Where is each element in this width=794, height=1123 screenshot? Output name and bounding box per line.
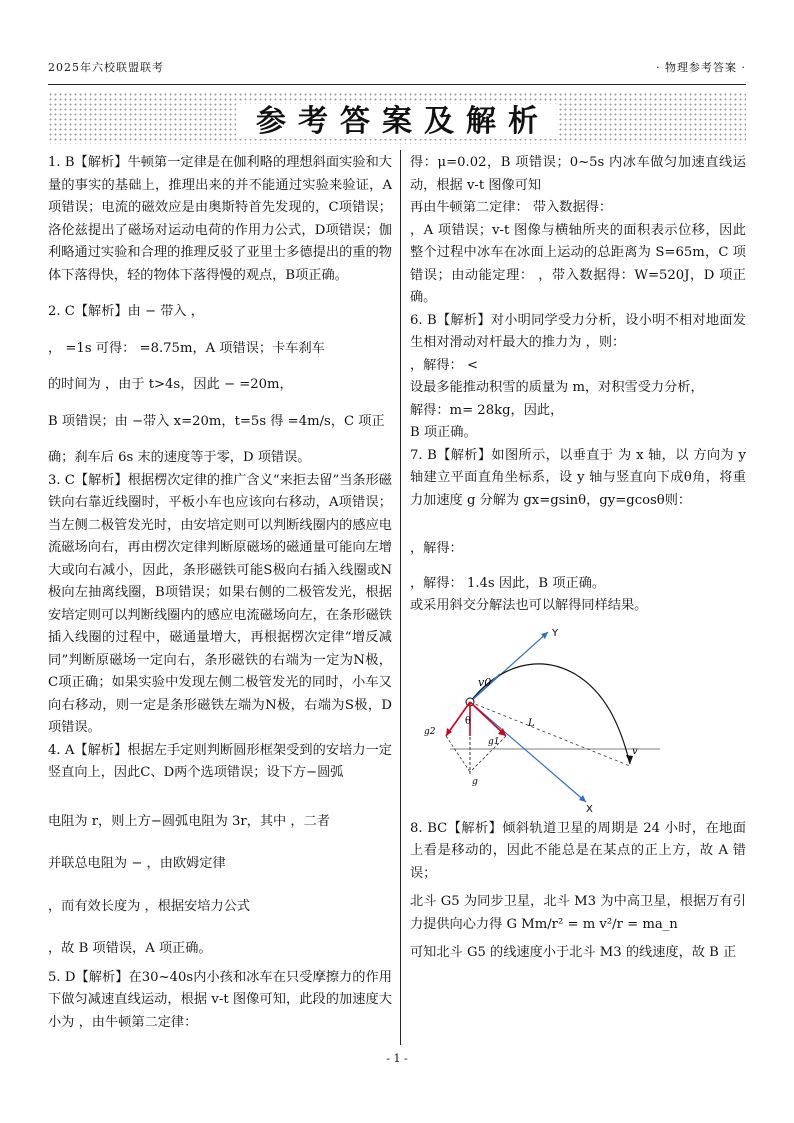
answer-6-line-4: 解得：m= 28kg，因此， [410, 402, 564, 418]
answer-2-line-3: 的时间为 ，由于 t>4s，因此 − =20m， [48, 377, 293, 392]
label-v: v [632, 745, 638, 757]
answer-6-line-2: ，解得： < [410, 357, 478, 373]
right-column [410, 152, 746, 965]
left-column [48, 152, 392, 1034]
answer-4-line-3: 并联总电阻为 − ，由欧姆定律 [48, 856, 226, 871]
answer-8-line-3: 可知北斗 G5 的线速度小于北斗 M3 的线速度，故 B 正 [410, 945, 737, 960]
page-number: - 1 - [386, 1052, 408, 1065]
answer-7-line-4: 或采用斜交分解法也可以解得同样结果。 [410, 598, 648, 613]
x-axis [470, 702, 586, 802]
answer-5-cont-1: 得：μ=0.02，B 项错误；0~5s 内冰车做匀加速直线运动，根据 v-t 图像可知 [410, 155, 746, 193]
answer-2-line-5: 确；刹车后 6s 末的速度等于零，D 项错误。 [48, 450, 311, 465]
incline-line [470, 702, 630, 766]
answer-1: 1. B【解析】牛顿第一定律是在伽利略的理想斜面实验和大量的事实的基础上，推理出来的并不能通过实验来验证，A项错误；电流的磁效应是由奥斯特首先发现的，C项错误；洛伦兹提出了磁场对运动电荷的作用力公式，D项错误；伽利略通过实验和合理的推理反驳了亚里士多德提出的重的物体下落得快，轻的物体下落得慢的观点，B项正确。 [48, 155, 392, 283]
answer-6-line-3: 设最多能推动积雪的质量为 m，对积雪受力分析， [410, 380, 704, 395]
answer-7-line-2: ，解得： [410, 541, 463, 556]
answer-2-line-4: B 项错误；由 −带入 x=20m，t=5s 得 =4m/s，C 项正 [48, 413, 385, 429]
answer-7-line-3: ，解得： 1.4s 因此，B 项正确。 [410, 575, 606, 591]
answer-5: 5. D【解析】在30~40s内小孩和冰车在只受摩擦力的作用下做匀减速直线运动，根据 v-t 图像可知，此段的加速度大小为 ，由牛顿第二定律： [48, 969, 392, 1030]
answer-5-cont-2: 再由牛顿第二定律： 带入数据得： [410, 200, 613, 215]
answer-4-line-5: ，故 B 项错误，A 项正确。 [48, 941, 212, 956]
answer-8-line-2: 北斗 G5 为同步卫星，北斗 M3 为中高卫星，根据万有引力提供向心力得 G Mm/r² = m v²/r = ma_n [410, 894, 746, 932]
answer-7-line-1: 7. B【解析】如图所示，以垂直于 为 x 轴，以 方向为 y 轴建立平面直角坐标系，设 y 轴与竖直向下成θ角，将重力加速度 g 分解为 gx=gsinθ，gy=gcosθ则： [410, 447, 746, 508]
answer-4-line-2: 电阻为 r，则上方−圆弧电阻为 3r，其中 ，二者 [48, 813, 330, 829]
answer-4-line-4: ，而有效长度为 ，根据安培力公式 [48, 898, 251, 914]
answer-6-line-1: 6. B【解析】对小明同学受力分析，设小明不相对地面发生相对滑动对杆最大的推力为 ，则： [410, 312, 746, 350]
answer-2-line-1: 2. C【解析】由 − 带入 ， [48, 304, 204, 319]
header-right: · 物理参考答案 · [656, 61, 746, 74]
label-v0: v0 [478, 675, 492, 689]
label-g1: g1 [488, 736, 500, 747]
answer-3: 3. C【解析】根据楞次定律的推广含义“来拒去留”当条形磁铁向右靠近线圈时，平板小车也应该向右移动，A项错误；当左侧二极管发光时，由安培定则可以判断线圈内的感应电流磁场向右，再由楞次定律判断原磁场的磁通量可能向左增大或向右减小，因此，条形磁铁可能S极向右插入线圈或N极向左抽离线圈，B项错误；如果右侧的二极管发光，根据安培定则可以判断线圈内的感应电流磁场向左，在条形磁铁插入线圈的过程中，磁通量增大，再根据楞次定律“增反减同”判断原磁场一定向右，条形磁铁的右端为一定为N极，C项正确；如果实验中发现左侧二极管发光的同时，小车又向右移动，则一定是条形磁铁左端为N极，右端为S极，D项错误。 [48, 472, 392, 735]
parallelogram-edge-1 [446, 736, 470, 772]
title-banner [48, 92, 746, 144]
label-y: Y [552, 627, 559, 639]
page-title: 参考答案及解析 [236, 104, 558, 139]
label-theta: θ [465, 715, 472, 727]
answer-6-line-5: B 项正确。 [410, 425, 477, 440]
answer-8-line-1: 8. BC【解析】倾斜轨道卫星的周期是 24 小时，在地面上看是移动的，因此不能总是在某点的正上方，故 A 错误； [410, 820, 746, 881]
column-divider [400, 150, 401, 1045]
answer-2-line-2: ， =1s 可得： =8.75m，A 项错误；卡车刹车 [48, 340, 325, 356]
header-left: 2025年六校联盟联考 [48, 61, 164, 74]
label-g: g [472, 776, 478, 787]
label-g2: g2 [424, 726, 436, 737]
x-axis-arrow [579, 795, 586, 802]
label-x: X [586, 803, 593, 814]
projectile-diagram [410, 624, 670, 814]
label-L: L [528, 717, 535, 729]
header-divider [48, 84, 746, 85]
answer-4-line-1: 4. A【解析】根据左手定则判断圆形框架受到的安培力一定竖直向上，因此C、D两个选项错误；设下方−圆弧 [48, 742, 392, 780]
answer-5-cont-3: ，A 项错误；v-t 图像与横轴所夹的面积表示位移，因此整个过程中冰车在冰面上运动的总距离为 S=65m，C 项错误；由动能定理： ，带入数据得：W=520J，D 项正确。 [410, 222, 746, 305]
